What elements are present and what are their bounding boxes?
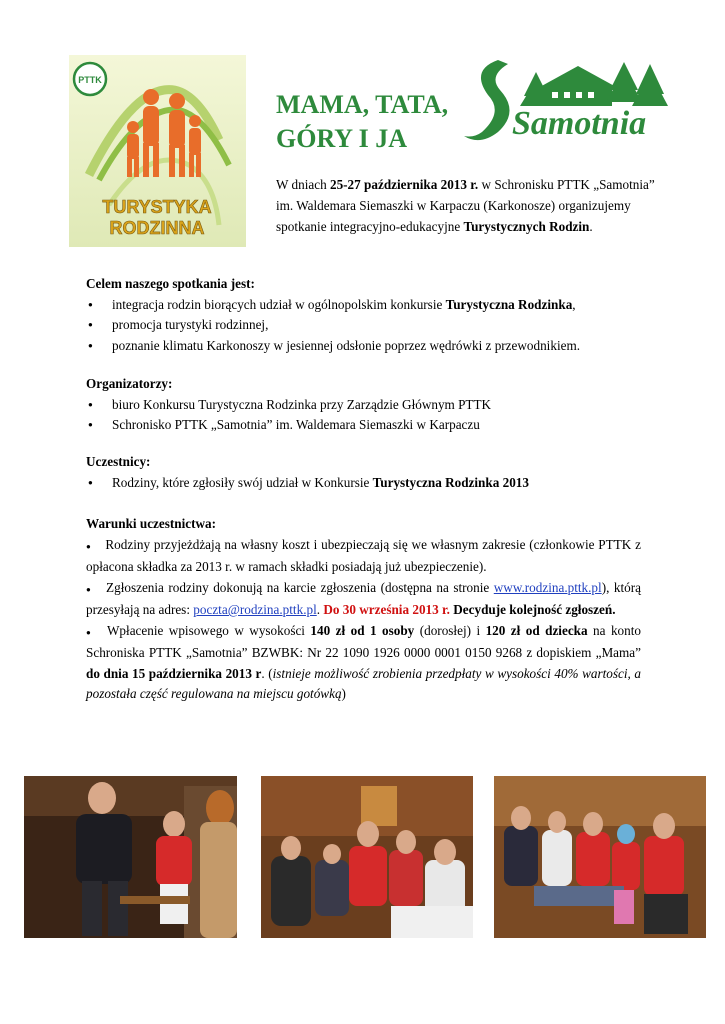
email-link[interactable]: poczta@rodzina.pttk.pl <box>193 602 317 617</box>
fee-adult: 140 zł od 1 osoby <box>310 622 415 638</box>
list-item <box>86 415 641 436</box>
title-line1: MAMA, TATA, <box>276 90 449 119</box>
participants-section <box>86 452 641 493</box>
goals-section <box>86 274 641 356</box>
organizer-2-text: Schronisko PTTK „Samotnia” im. Waldemara Siemaszki w Karpaczu <box>112 417 480 432</box>
goal-2-text: promocja turystyki rodzinnej, <box>112 317 269 332</box>
list-item <box>86 395 641 416</box>
pttk-badge-text: PTTK <box>78 75 102 85</box>
goal-1-bold: Turystyczna Rodzinka <box>445 296 573 312</box>
participant-1-text: Rodziny, które zgłosiły swój udział w Konkursie <box>112 474 373 490</box>
intro-paragraph <box>276 174 656 237</box>
page-title <box>276 88 448 156</box>
condition-2-bold: Decyduje kolejność zgłoszeń. <box>453 602 616 617</box>
condition-1-text: Rodziny przyjeżdżają na własny koszt i ubezpieczają się we własnym zakresie (członkowie PTTK z opłacona składka za 2013 r. w ramach składki posiadają już ubezpieczenie). <box>86 536 641 574</box>
prepayment-note: istnieje możliwość zrobienia przedpłaty w wysokości 40% wartości, a pozostała część regulowana na miejscu gotówką <box>86 665 641 701</box>
goal-3-text: poznanie klimatu Karkonoszy w jesiennej odsłonie poprzez wędrówki z przewodnikiem. <box>112 337 581 353</box>
participants-heading: Uczestnicy: <box>86 454 151 469</box>
payment-deadline: do dnia 15 października 2013 r <box>86 665 262 681</box>
participants-list <box>86 473 641 494</box>
list-item <box>86 295 641 316</box>
condition-3-text-g: . ( <box>261 665 273 681</box>
condition-2-text-a: Zgłoszenia rodziny dokonują na karcie zgłoszenia (dostępna na stronie <box>106 579 494 595</box>
samotnia-logo-text: Samotnia <box>512 105 647 142</box>
conditions-heading: Warunki uczestnictwa: <box>86 516 217 531</box>
event-date: 25-27 października 2013 r. <box>329 177 479 192</box>
organizers-heading: Organizatorzy: <box>86 376 173 391</box>
organizers-list <box>86 395 641 436</box>
list-item <box>86 621 641 705</box>
goal-1-comma: , <box>572 296 576 312</box>
photo-1 <box>24 776 237 938</box>
goals-heading: Celem naszego spotkania jest: <box>86 276 255 291</box>
conditions-list <box>86 535 641 705</box>
intro-text-2: w Schronisku PTTK „Samotnia” im. Waldemara Siemaszki w Karpaczu (Karkonosze) organizujemy spotkanie integracyjno-edukacyjne <box>276 177 655 234</box>
condition-2-text-b: ), którą przesyłają na adres: <box>86 579 641 617</box>
condition-2-text-c: . <box>316 602 324 617</box>
goal-1-text: integracja rodzin biorących udział w ogólnopolskim konkursie <box>112 296 446 312</box>
condition-3-text-a: Wpłacenie wpisowego w wysokości <box>106 622 311 638</box>
conditions-section <box>86 514 641 705</box>
title-line2: GÓRY I JA <box>276 124 408 153</box>
list-item <box>86 578 641 621</box>
logo-text-line1: TURYSTYKA <box>102 197 212 217</box>
fee-child: 120 zł od dziecka <box>485 622 588 638</box>
registration-deadline: Do 30 września 2013 r. <box>323 602 450 617</box>
turystyka-rodzinna-logo <box>69 55 246 247</box>
organizers-section <box>86 374 641 436</box>
participant-1-bold: Turystyczna Rodzinka 2013 <box>372 474 529 490</box>
intro-bold-end: Turystycznych Rodzin <box>463 219 590 234</box>
list-item <box>86 315 641 336</box>
photo-2 <box>261 776 473 938</box>
photo-3 <box>494 776 706 938</box>
list-item <box>86 336 641 357</box>
intro-dot: . <box>589 219 593 234</box>
list-item <box>86 535 641 578</box>
logo-text-line2: RODZINNA <box>109 218 205 238</box>
list-item <box>86 473 641 494</box>
condition-3-text-e: na konto Schroniska PTTK „Samotnia” BZWBK: Nr 22 1090 1926 0000 0001 0150 9268 z dopiskiem „Mama” <box>86 622 641 660</box>
goals-list <box>86 295 641 357</box>
intro-text-1: W dniach <box>276 177 330 192</box>
organizer-1-text: biuro Konkursu Turystyczna Rodzinka przy Zarządzie Głównym PTTK <box>112 396 492 412</box>
condition-3-text-c: (dorosłej) i <box>414 622 486 638</box>
samotnia-logo <box>460 50 678 150</box>
website-link[interactable]: www.rodzina.pttk.pl <box>493 579 602 595</box>
condition-3-text-i: ) <box>341 686 346 701</box>
